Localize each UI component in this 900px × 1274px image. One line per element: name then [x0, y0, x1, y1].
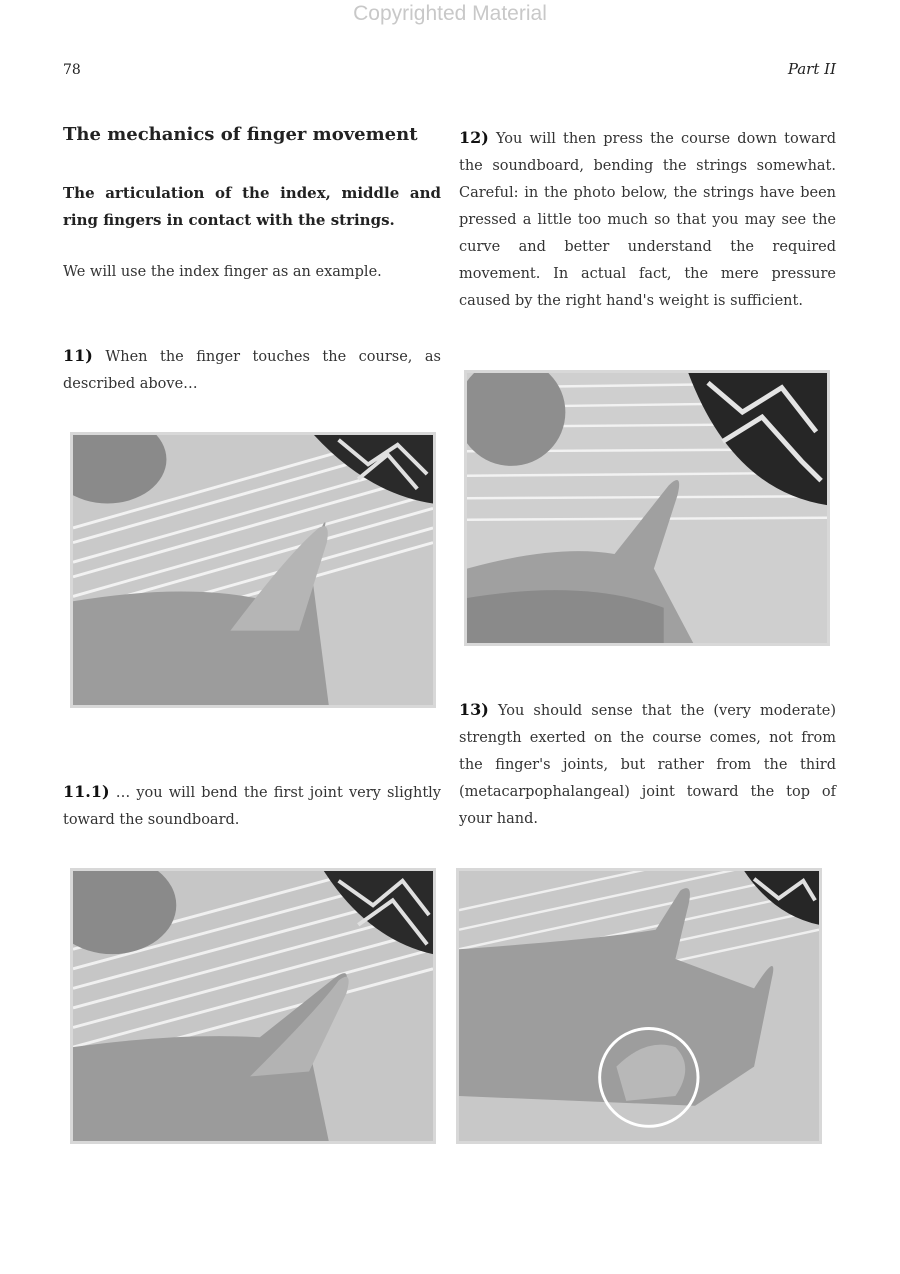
copyright-watermark: Copyrighted Material	[353, 2, 547, 25]
step-text: … you will bend the first joint very slightly toward the soundboard.	[63, 785, 441, 828]
photo-step-11	[70, 432, 436, 708]
step-12-paragraph	[459, 124, 836, 315]
step-13-paragraph	[459, 696, 836, 833]
part-label: Part II	[787, 60, 836, 78]
step-number: 13)	[459, 700, 489, 719]
photo-step-13	[456, 868, 822, 1144]
step-11-paragraph	[63, 342, 441, 398]
section-heading: The mechanics of finger movement	[63, 124, 418, 145]
step-number: 12)	[459, 128, 489, 147]
step-number: 11)	[63, 346, 93, 365]
step-number: 11.1)	[63, 782, 110, 801]
step-11-1-paragraph	[63, 778, 441, 834]
step-text: When the finger touches the course, as described above…	[63, 349, 441, 392]
photo-step-12	[464, 370, 830, 646]
intro-paragraph: We will use the index finger as an example.	[63, 264, 382, 280]
step-text: You should sense that the (very moderate) strength exerted on the course comes, not from the finger's joints, but rather from the third (metacarpophalangeal) joint toward the top of your hand.	[459, 703, 837, 827]
section-subheading: The articulation of the index, middle and ring fingers in contact with the strings.	[63, 184, 441, 229]
page-number: 78	[63, 62, 81, 78]
photo-step-11-1	[70, 868, 436, 1144]
step-text: You will then press the course down toward the soundboard, bending the strings somewhat. Careful: in the photo below, the strings have been pressed a little too much so that you may see the curve and better understand the required movement. In actual fact, the mere pressure caused by the right hand's weight is sufficient.	[459, 131, 836, 309]
